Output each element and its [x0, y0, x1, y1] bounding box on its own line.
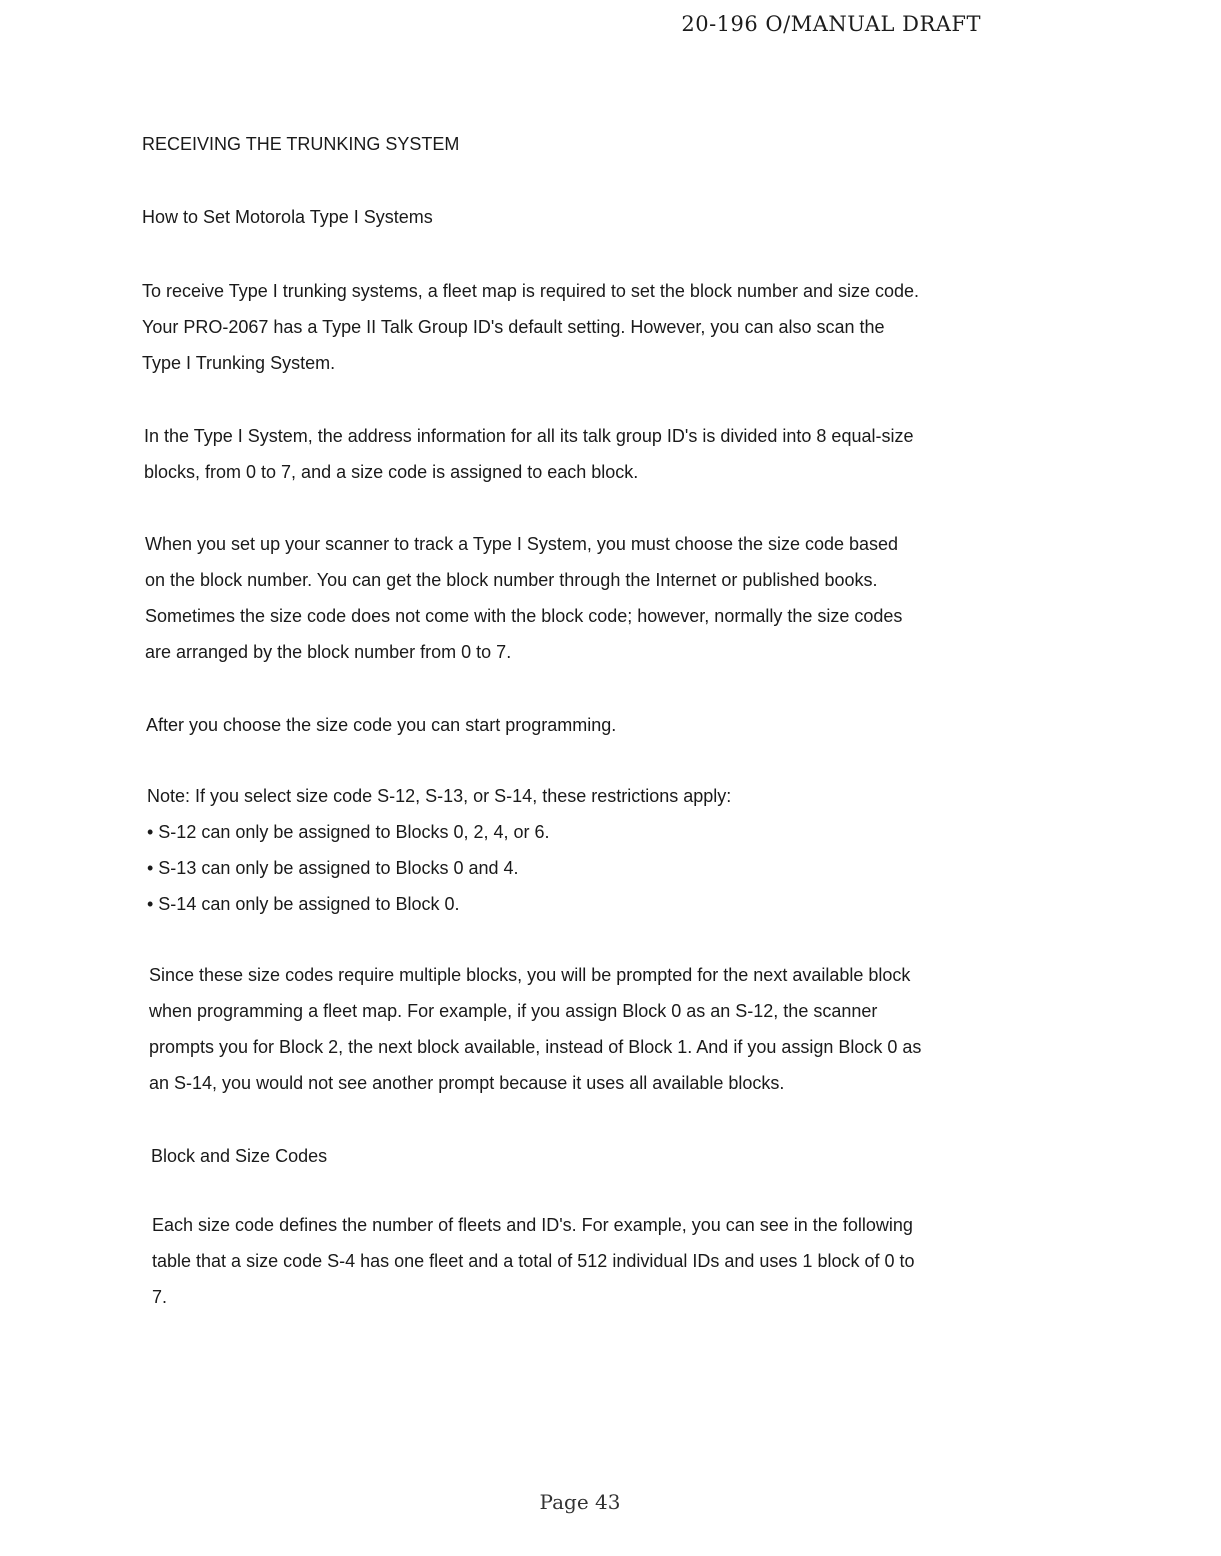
text-line: Your PRO-2067 has a Type II Talk Group ID's default setting. However, you can also scan the [142, 317, 885, 337]
text-line: blocks, from 0 to 7, and a size code is assigned to each block. [144, 462, 639, 482]
text-line: prompts you for Block 2, the next block available, instead of Block 1. And if you assign Block 0 as [149, 1037, 922, 1057]
paragraph-tracking [145, 526, 902, 670]
subheading-motorola-type-1: How to Set Motorola Type I Systems [142, 207, 433, 227]
paragraph-note [147, 778, 731, 922]
text-line: are arranged by the block number from 0 to 7. [145, 642, 512, 662]
text-line: In the Type I System, the address information for all its talk group ID's is divided into 8 equal-size [144, 426, 914, 446]
text-line: table that a size code S-4 has one fleet and a total of 512 individual IDs and uses 1 block of 0 to [152, 1251, 915, 1271]
text-line: on the block number. You can get the block number through the Internet or published books. [145, 570, 878, 590]
text-line: Each size code defines the number of fleets and ID's. For example, you can see in the following [152, 1215, 913, 1235]
paragraph-intro [142, 273, 919, 381]
page-number: Page 43 [539, 1490, 621, 1514]
note-bullet: • S-12 can only be assigned to Blocks 0, 2, 4, or 6. [147, 822, 550, 842]
section-title: RECEIVING THE TRUNKING SYSTEM [142, 134, 460, 154]
paragraph-after-choose [146, 707, 616, 743]
text-line: Since these size codes require multiple blocks, you will be prompted for the next available block [149, 965, 911, 985]
paragraph-size-code-def [152, 1207, 915, 1315]
text-line: After you choose the size code you can start programming. [146, 715, 617, 735]
text-line: an S-14, you would not see another prompt because it uses all available blocks. [149, 1073, 785, 1093]
text-line: Type I Trunking System. [142, 353, 336, 373]
text-line: when programming a fleet map. For example, if you assign Block 0 as an S-12, the scanner [149, 1001, 878, 1021]
text-line: 7. [152, 1287, 168, 1307]
paragraph-multiple-blocks [149, 957, 921, 1101]
note-bullet: • S-13 can only be assigned to Blocks 0 and 4. [147, 858, 519, 878]
text-line: To receive Type I trunking systems, a fleet map is required to set the block number and size code. [142, 281, 920, 301]
subheading-block-size-codes: Block and Size Codes [151, 1146, 328, 1166]
note-line: Note: If you select size code S-12, S-13, or S-14, these restrictions apply: [147, 786, 732, 806]
note-bullet: • S-14 can only be assigned to Block 0. [147, 894, 460, 914]
text-line: When you set up your scanner to track a Type I System, you must choose the size code based [145, 534, 899, 554]
paragraph-address-info [144, 418, 913, 490]
running-header: 20-196 O/MANUAL DRAFT [681, 12, 981, 36]
text-line: Sometimes the size code does not come with the block code; however, normally the size codes [145, 606, 903, 626]
